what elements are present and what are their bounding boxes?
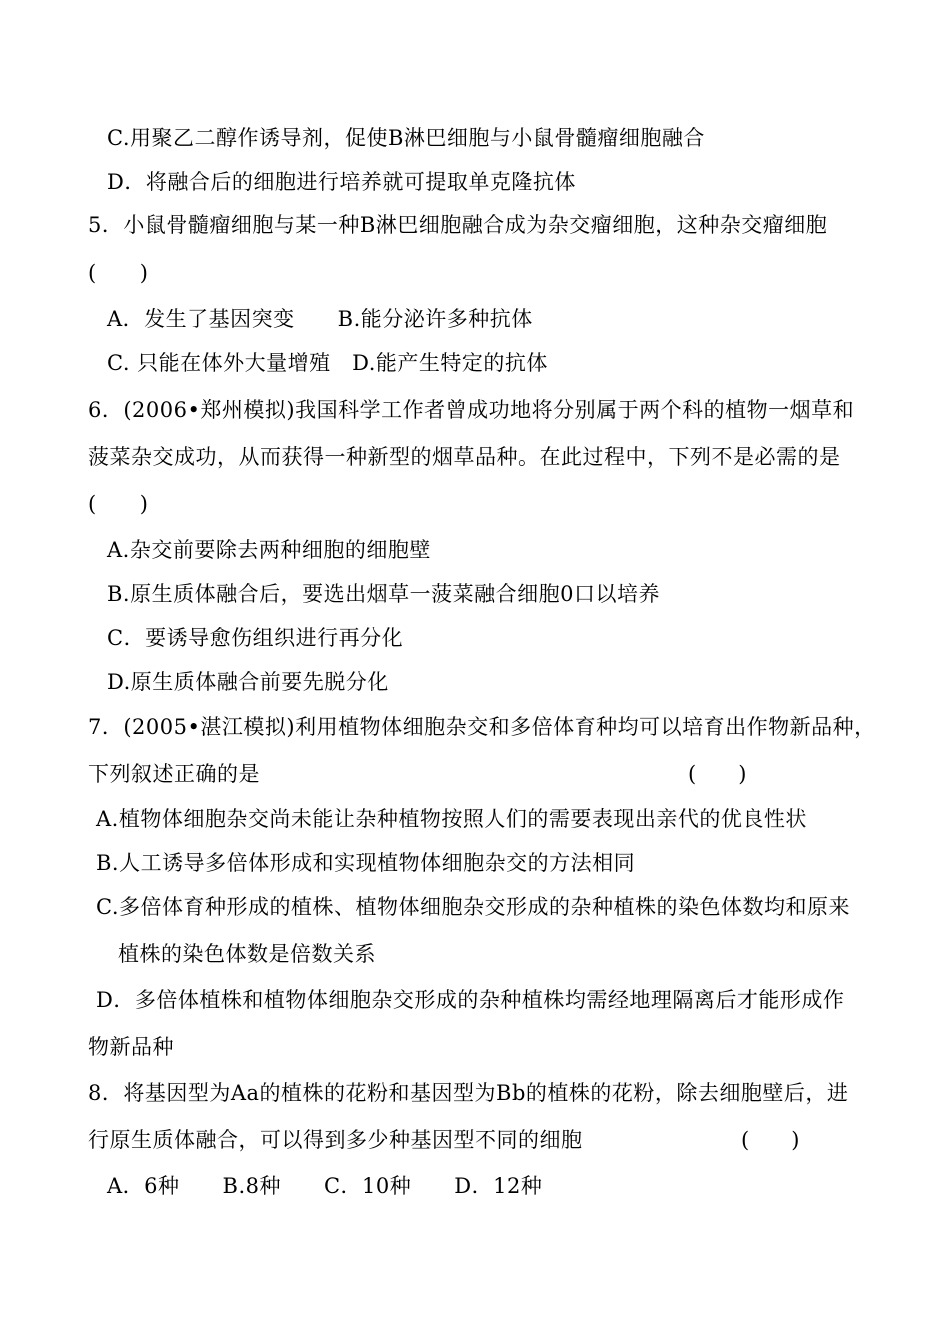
q8-options: A．6种 B.8种 C．10种 D．12种 bbox=[107, 1174, 543, 1198]
q7-option-d-line1: D．多倍体植株和植物体细胞杂交形成的杂种植株均需经地理隔离后才能形成作 bbox=[96, 988, 845, 1012]
q6-answer-paren: ( ) bbox=[88, 492, 149, 516]
q6-option-d: D.原生质体融合前要先脱分化 bbox=[107, 670, 389, 694]
q5-options-ab: A．发生了基因突变 B.能分泌许多种抗体 bbox=[107, 307, 533, 331]
q6-option-a: A.杂交前要除去两种细胞的细胞壁 bbox=[107, 538, 431, 562]
q7-option-d-line2: 物新品种 bbox=[88, 1035, 174, 1059]
q8-answer-paren: ( ) bbox=[741, 1128, 800, 1152]
q6-option-c: C．要诱导愈伤组织进行再分化 bbox=[107, 626, 404, 650]
q7-answer-paren: ( ) bbox=[688, 762, 747, 786]
q7-stem-line1: 7．(2005•湛江模拟)利用植物体细胞杂交和多倍体育种均可以培育出作物新品种， bbox=[88, 715, 876, 739]
q7-option-c-line1: C.多倍体育种形成的植株、植物体细胞杂交形成的杂种植株的染色体数均和原来 bbox=[96, 895, 850, 919]
q6-option-b: B.原生质体融合后，要选出烟草一菠菜融合细胞0口以培养 bbox=[107, 582, 660, 606]
q8-stem-line2: 行原生质体融合，可以得到多少种基因型不同的细胞 bbox=[88, 1128, 583, 1152]
q5-options-cd: C. 只能在体外大量增殖 D.能产生特定的抗体 bbox=[107, 351, 548, 375]
q7-option-b: B.人工诱导多倍体形成和实现植物体细胞杂交的方法相同 bbox=[96, 851, 636, 875]
q5-answer-paren: ( ) bbox=[88, 261, 149, 285]
q8-stem-line1: 8．将基因型为Aa的植株的花粉和基因型为Bb的植株的花粉，除去细胞壁后，进 bbox=[88, 1081, 849, 1105]
q5-stem: 5．小鼠骨髓瘤细胞与某一种B淋巴细胞融合成为杂交瘤细胞，这种杂交瘤细胞 bbox=[88, 213, 828, 237]
q7-option-a: A.植物体细胞杂交尚未能让杂种植物按照人们的需要表现出亲代的优良性状 bbox=[96, 807, 807, 831]
q7-stem-line2: 下列叙述正确的是 bbox=[88, 762, 260, 786]
q4-option-d: D．将融合后的细胞进行培养就可提取单克隆抗体 bbox=[107, 170, 576, 194]
q4-option-c: C.用聚乙二醇作诱导剂，促使B淋巴细胞与小鼠骨髓瘤细胞融合 bbox=[107, 126, 705, 150]
q6-stem-line1: 6．(2006•郑州模拟)我国科学工作者曾成功地将分别属于两个科的植物一烟草和 bbox=[88, 398, 855, 422]
q7-option-c-line2: 植株的染色体数是倍数关系 bbox=[118, 942, 376, 966]
q6-stem-line2: 菠菜杂交成功，从而获得一种新型的烟草品种。在此过程中，下列不是必需的是 bbox=[88, 445, 841, 469]
